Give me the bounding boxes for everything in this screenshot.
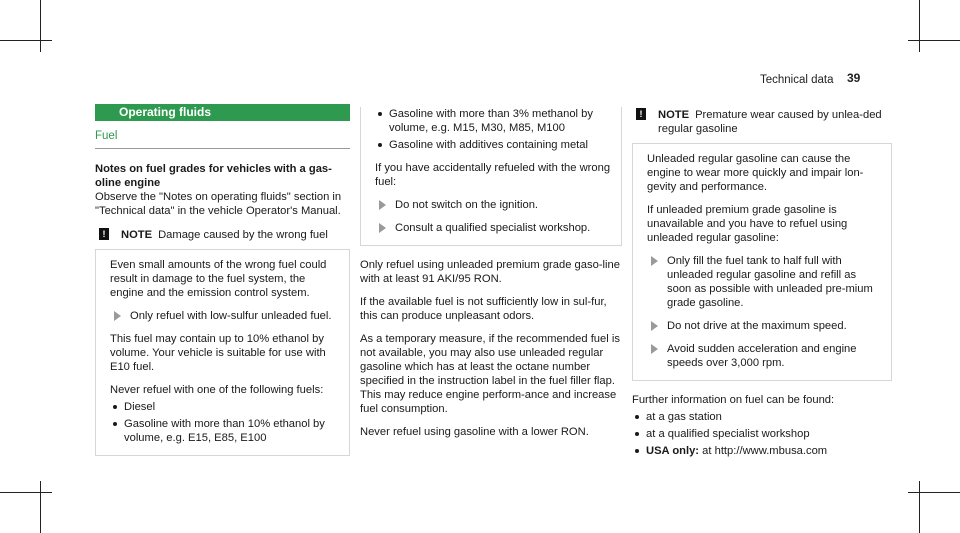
list-item: Diesel: [110, 400, 339, 414]
arrow-icon: [114, 311, 121, 321]
step-text: Avoid sudden acceleration and engine speeds over 3,000 rpm.: [667, 343, 857, 369]
list-item: Gasoline with additives containing metal: [375, 138, 611, 152]
crop-mark: [40, 0, 41, 52]
note-title: Damage caused by the wrong fuel: [158, 229, 328, 241]
subsection-heading: Fuel: [95, 129, 350, 149]
instruction-step: [647, 254, 881, 310]
instruction-step: [110, 309, 339, 323]
arrow-icon: [379, 200, 386, 210]
note-header: [632, 108, 892, 136]
crop-mark: [908, 40, 960, 41]
list-item: at a gas station: [632, 410, 892, 424]
crop-mark: [0, 40, 52, 41]
crop-mark: [919, 481, 920, 533]
exclamation-icon: !: [99, 228, 109, 240]
note-text: Even small amounts of the wrong fuel could result in damage to the fuel system, the engine and the emission control system.: [110, 259, 327, 299]
note-text: If unleaded premium grade gasoline is unavailable and you have to refuel using unleaded regular gasoline:: [647, 204, 848, 244]
usa-label: USA only:: [646, 445, 700, 457]
body-text: Further information on fuel can be found:: [632, 394, 835, 406]
note-text: Never refuel with one of the following fuels:: [110, 384, 324, 396]
intro-text: Observe the "Notes on operating fluids" section in "Technical data" in the vehicle Operator's Manual.: [95, 191, 342, 217]
step-text: Do not switch on the ignition.: [395, 199, 539, 211]
instruction-step: [375, 198, 611, 212]
section-bar: Operating fluids: [95, 104, 350, 121]
topic-heading: Notes on fuel grades for vehicles with a gas-oline engine: [95, 163, 332, 189]
usa-link[interactable]: at http://www.mbusa.com: [702, 445, 828, 457]
list-item: [632, 444, 892, 458]
note-label: NOTE: [658, 109, 690, 121]
note-title: Premature wear caused by unlea-ded regular gasoline: [658, 109, 882, 135]
arrow-icon: [379, 223, 386, 233]
step-text: Do not drive at the maximum speed.: [667, 320, 847, 332]
column-3: [632, 104, 892, 458]
instruction-step: [375, 221, 611, 235]
note-box-continued: [360, 107, 622, 246]
body-text: If the available fuel is not sufficiently low in sul-fur, this can produce unpleasant odors.: [360, 296, 607, 322]
step-text: Only fill the fuel tank to half full with unleaded regular gasoline and refill as soon as possible with unleaded pre-mium grade gasoline.: [667, 255, 873, 309]
body-text: Only refuel using unleaded premium grade gaso-line with at least 91 AKI/95 RON.: [360, 259, 620, 285]
arrow-icon: [651, 321, 658, 331]
note-text: If you have accidentally refueled with the wrong fuel:: [375, 162, 611, 188]
crop-mark: [0, 492, 52, 493]
list-item: Gasoline with more than 3% methanol by volume, e.g. M15, M30, M85, M100: [375, 107, 611, 135]
bullet-list: [632, 410, 892, 458]
crop-mark: [919, 0, 920, 52]
note-text: This fuel may contain up to 10% ethanol by volume. Your vehicle is suitable for use with E10 fuel.: [110, 333, 326, 373]
page-number: 39: [847, 71, 861, 85]
note-box: [95, 249, 350, 456]
arrow-icon: [651, 256, 658, 266]
column-2: [360, 104, 622, 439]
note-box: [632, 143, 892, 381]
body-text: Never refuel using gasoline with a lower RON.: [360, 426, 589, 438]
column-1: [95, 104, 350, 456]
exclamation-icon: !: [636, 108, 646, 120]
crop-mark: [908, 492, 960, 493]
instruction-step: [647, 342, 881, 370]
note-label: NOTE: [121, 229, 153, 241]
step-text: Consult a qualified specialist workshop.: [395, 222, 591, 234]
bullet-list: [110, 400, 339, 445]
note-header: [95, 228, 350, 242]
running-header: Technical data: [760, 74, 834, 86]
instruction-step: [647, 319, 881, 333]
note-text: Unleaded regular gasoline can cause the engine to wear more quickly and impair lon-gevity and performance.: [647, 153, 864, 193]
crop-mark: [40, 481, 41, 533]
step-text: Only refuel with low-sulfur unleaded fuel.: [130, 310, 332, 322]
body-text: As a temporary measure, if the recommended fuel is not available, you may also use unleaded regular gasoline which has at least the octane number specified in the instruction label in the fuel filler flap. This may reduce engine perform-ance and increase fuel consumption.: [360, 333, 620, 415]
list-item: at a qualified specialist workshop: [632, 427, 892, 441]
bullet-list: [375, 107, 611, 152]
list-item: Gasoline with more than 10% ethanol by volume, e.g. E15, E85, E100: [110, 417, 339, 445]
arrow-icon: [651, 344, 658, 354]
